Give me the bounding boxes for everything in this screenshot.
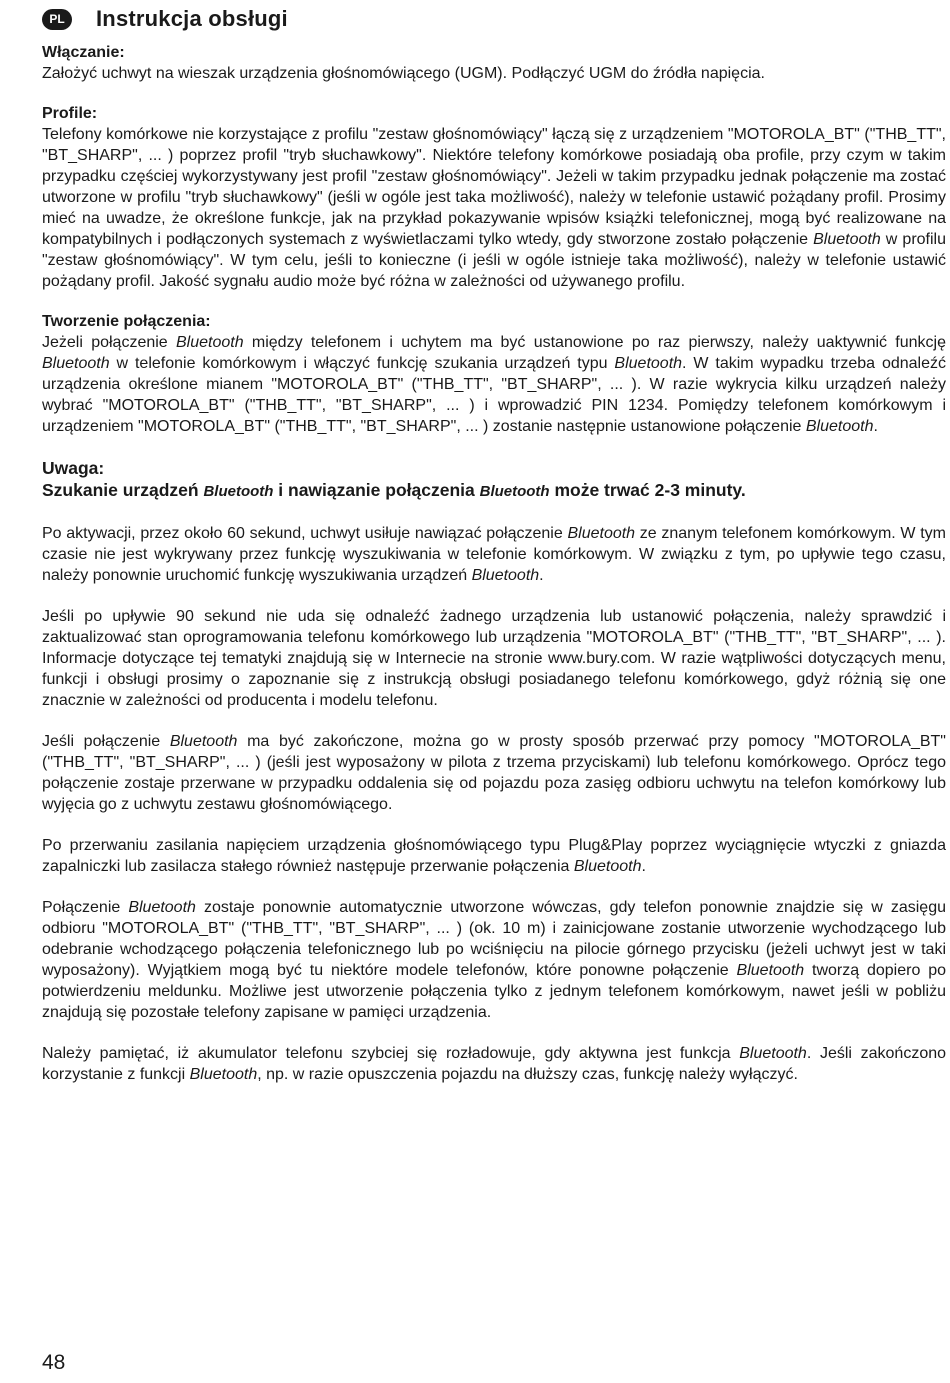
bluetooth-term: Bluetooth xyxy=(567,525,636,542)
text-profile xyxy=(42,124,946,292)
page-title: Instrukcja obsługi xyxy=(96,6,288,31)
text-part: Jeżeli połączenie xyxy=(42,334,176,351)
text-part: tworzą dopiero po potwierdzeniu meldunku. Możliwe jest utworzenie połączenia tylko z jednym telefonem komórkowym, nawet jeśli w pobliżu znajdują się pozostałe telefony zapisane w pamięci urządzenia. xyxy=(42,962,947,1021)
text-part: Połączenie xyxy=(42,899,129,916)
section-zasilanie xyxy=(42,835,946,877)
text-part: Po aktywacji, przez około 60 sekund, uchwyt usiłuje nawiązać połączenie xyxy=(42,525,568,542)
text-ponownie xyxy=(42,897,946,1023)
bluetooth-term: Bluetooth xyxy=(169,733,238,750)
section-tworzenie xyxy=(42,312,946,437)
bluetooth-term: Bluetooth xyxy=(42,355,110,372)
bluetooth-term: Bluetooth xyxy=(471,567,540,584)
text-part: w telefonie komórkowym i włączyć funkcję szukania urządzeń typu xyxy=(109,355,615,372)
text-part: . xyxy=(641,858,646,875)
warning-text xyxy=(42,479,946,503)
section-wlaczanie xyxy=(42,43,946,84)
text-part: . W takim wypadku trzeba odnaleźć urządzenia określone mianem "MOTOROLA_BT" ("THB_TT", "BT_SHARP", ... ). W razie wykrycia kilku urządzeń należy wybrać "MOTOROLA_BT" ("THB_TT", "BT_SHARP", ... ) i wprowadzić PIN 1234. Pomiędzy telefonem komórkowym i urządzeniem "MOTOROLA_BT" ("THB_TT", "BT_SHARP", ... ) zostanie następnie ustanowione połączenie xyxy=(42,355,946,435)
section-90-sekund xyxy=(42,606,946,711)
bluetooth-term: Bluetooth xyxy=(805,418,874,435)
text-wlaczanie: Założyć uchwyt na wieszak urządzenia głośnomówiącego (UGM). Podłączyć UGM do źródła napięcia. xyxy=(42,65,765,82)
text-part: Jeśli połączenie xyxy=(42,733,170,750)
section-akumulator xyxy=(42,1043,946,1085)
bluetooth-term: Bluetooth xyxy=(739,1045,807,1062)
bluetooth-term: Bluetooth xyxy=(736,962,805,979)
section-zakonczenie xyxy=(42,731,946,815)
text-zakonczenie xyxy=(42,731,946,815)
heading-uwaga: Uwaga: xyxy=(42,458,105,478)
language-badge: PL xyxy=(42,9,72,30)
text-part: . Jeśli zakończono korzystanie z funkcji xyxy=(42,1045,947,1083)
text-part: . xyxy=(873,418,878,435)
text-tworzenie xyxy=(42,332,946,437)
section-aktywacja xyxy=(42,523,946,586)
bluetooth-term: Bluetooth xyxy=(573,858,642,875)
text-part: i nawiązanie połączenia xyxy=(273,480,480,500)
text-part: . xyxy=(539,567,544,584)
text-part: , np. w razie opuszczenia pojazdu na dłuższy czas, funkcję należy wyłączyć. xyxy=(257,1066,798,1083)
manual-content xyxy=(42,43,946,1105)
heading-tworzenie: Tworzenie połączenia: xyxy=(42,313,211,330)
text-akumulator xyxy=(42,1043,946,1085)
text-part: między telefonem i uchytem ma być ustanowione po raz pierwszy, należy uaktywnić funkcję xyxy=(243,334,946,351)
bluetooth-term: Bluetooth xyxy=(203,483,274,500)
bluetooth-term: Bluetooth xyxy=(175,334,244,351)
section-uwaga xyxy=(42,457,946,503)
bluetooth-term: Bluetooth xyxy=(813,231,881,248)
text-aktywacja xyxy=(42,523,946,586)
bluetooth-term: Bluetooth xyxy=(479,483,550,500)
section-profile xyxy=(42,104,946,292)
text-part: może trwać 2-3 minuty. xyxy=(549,480,746,500)
bluetooth-term: Bluetooth xyxy=(614,355,683,372)
text-part: zostaje ponownie automatycznie utworzone wówczas, gdy telefon ponownie znajdzie się w zasięgu odbioru "MOTOROLA_BT" ("THB_TT", "BT_SHARP", ... ) (ok. 10 m) i zainicjowane zostanie utworzenie wychodzącego lub odebranie wchodzącego połączenia telefonicznego lub po wciśnięciu na pilocie górnego przycisku (jeżeli uchwyt jest w taki wyposażony). Wyjątkiem mogą być tu niektóre modele telefonów, które ponowne połączenie xyxy=(42,899,947,979)
text-profile-part2: w profilu "zestaw głośnomówiący". W tym celu, jeśli to konieczne (i jeśli w ogóle istnieje taka możliwość), należy w telefonie ustawić pożądany profil. Jakość sygnału audio może być różna w zależności od używanego profilu. xyxy=(42,231,946,290)
text-90-sekund: Jeśli po upływie 90 sekund nie uda się odnaleźć żadnego urządzenia lub ustanowić połączenia, należy sprawdzić i zaktualizować stan oprogramowania telefonu komórkowego lub urządzenia "MOTOROLA_BT" ("THB_TT", "BT_SHARP", ... ). Informacje dotyczące tej tematyki znajdują się w Internecie na stronie www.bury.com. W razie wątpliwości dotyczących menu, funkcji i obsługi prosimy o zapoznanie się z instrukcją obsługi posiadanego telefonu komórkowego, gdyż różnią się one znacznie w zależności od producenta i modelu telefonu. xyxy=(42,608,946,709)
text-part: ze znanym telefonem komórkowym. W tym czasie nie jest wykrywany przez funkcję wyszukiwania w telefonie komórkowym. W związku z tym, po upływie tego czasu, należy ponownie uruchomić funkcję wyszukiwania urządzeń xyxy=(42,525,946,584)
text-part: Po przerwaniu zasilania napięciem urządzenia głośnomówiącego typu Plug&Play poprzez wyciągnięcie wtyczki z gniazda zapalniczki lub zasilacza stałego również następuje przerwanie połączenia xyxy=(42,837,946,875)
page-header xyxy=(42,6,288,32)
section-ponownie xyxy=(42,897,946,1023)
text-part: Należy pamiętać, iż akumulator telefonu szybciej się rozładowuje, gdy aktywna jest funkcja xyxy=(42,1045,740,1062)
text-part: Szukanie urządzeń xyxy=(42,480,204,500)
text-zasilanie xyxy=(42,835,946,877)
text-profile-part1: Telefony komórkowe nie korzystające z profilu "zestaw głośnomówiący" łączą się z urządzeniem "MOTOROLA_BT" ("THB_TT", "BT_SHARP", ... ) poprzez profil "tryb słuchawkowy". Niektóre telefony komórkowe posiadają oba profile, przy czym w takim przypadku częściej wykorzystywany jest profil "zestaw głośnomówiący". Jeżeli w takim przypadku jednak połączenie ma zostać utworzone w profilu "tryb słuchawkowy" (jeśli w ogóle jest taka możliwość), należy w telefonie ustawić pożądany profil. Prosimy mieć na uwadze, że określone funkcje, jak na przykład pokazywanie wpisów książki telefonicznej, mogą być realizowane na kompatybilnych i podłączonych systemach z wyświetlaczami tylko wtedy, gdy stworzone zostało połączenie xyxy=(42,126,946,248)
heading-profile: Profile: xyxy=(42,105,98,122)
bluetooth-term: Bluetooth xyxy=(128,899,196,916)
heading-wlaczanie: Włączanie: xyxy=(42,44,125,61)
page-number: 48 xyxy=(42,1351,66,1374)
text-part: ma być zakończone, można go w prosty sposób przerwać przy pomocy "MOTOROLA_BT" ("THB_TT", "BT_SHARP", ... ) (jeśli jest wyposażony w pilota z trzema przyciskami) lub telefonu komórkowego. Oprócz tego połączenie zostaje przerwane w przypadku oddalenia się od pojazdu poza zasięg odbioru uchwytu na telefon komórkowy lub wyjęcia go z uchwytu zestawu głośnomówiącego. xyxy=(42,733,946,813)
bluetooth-term: Bluetooth xyxy=(189,1066,258,1083)
